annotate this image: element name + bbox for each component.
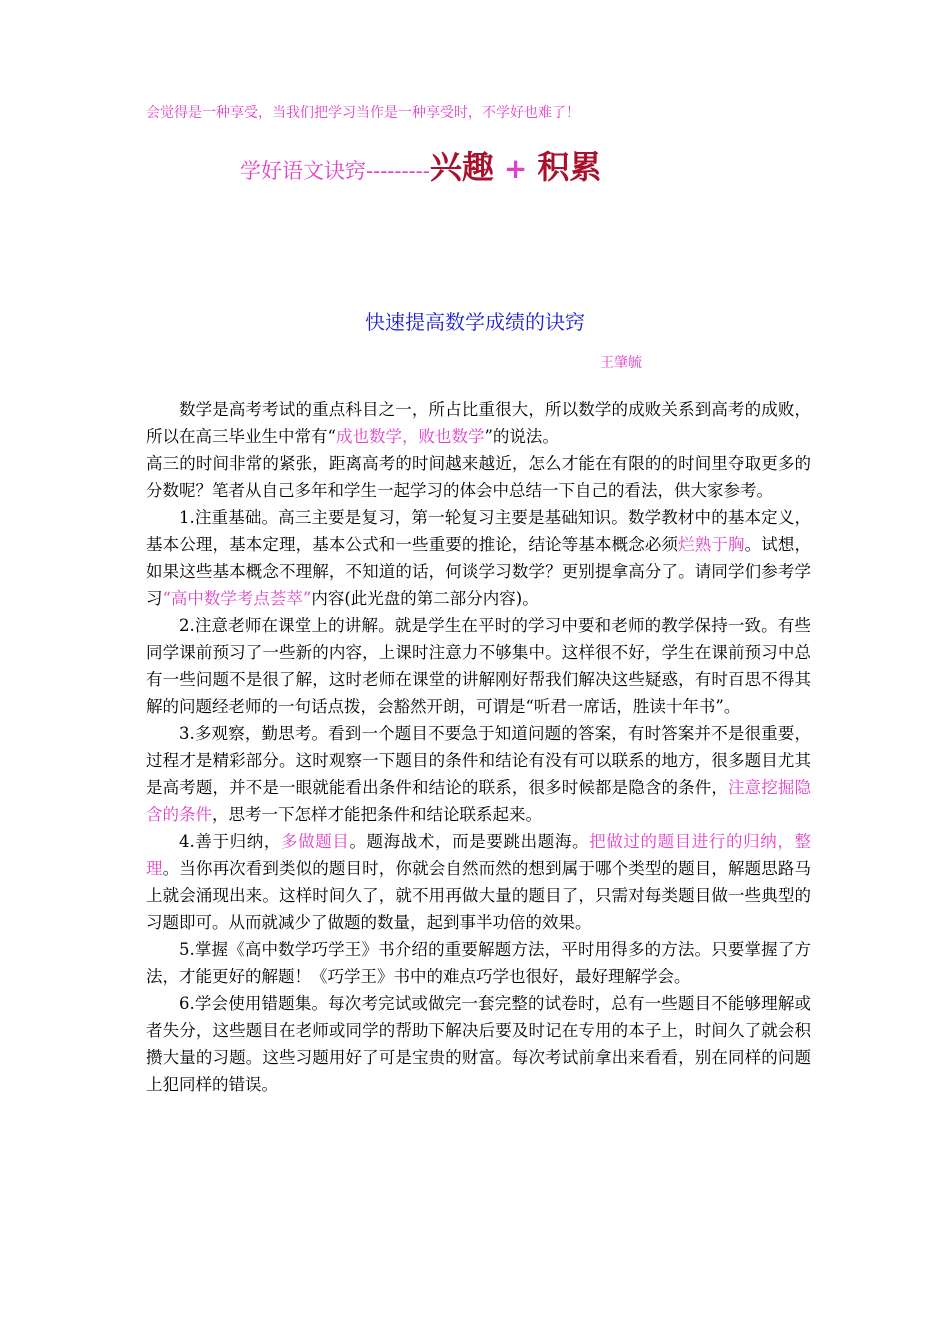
paragraph-2: 2.注意老师在课堂上的讲解。就是学生在平时的学习中要和老师的教学保持一致。有些同学课前预习了一些新的内容，上课时注意力不够集中。这样很不好，学生在课前预习中总有一些问题不是很了解，这时老师在课堂的讲解刚好帮我们解决这些疑惑，有时百思不得其解的问题经老师的一句话点拨，会豁然开朗，可谓是“听君一席话，胜读十年书”。 [146, 616, 811, 716]
text-run: 4.善于归纳， [179, 832, 281, 851]
text-run: ”的说法。 [484, 427, 559, 446]
highlight-text: 把做过的题目进行的归纳，整理 [146, 832, 812, 878]
highlight-text: 注意挖掘隐含的条件 [146, 778, 812, 824]
text-run: 数学是高考考试的重点科目之一，所占比重很大，所以数学的成败关系到高考的成败，所以在高三毕业生中常有“ [146, 400, 811, 446]
text-run: 1.注重基础。高三主要是复习，第一轮复习主要是基础知识。数学教材中的基本定义，基本公理，基本定理，基本公式和一些重要的推论，结论等基本概念必须 [146, 508, 811, 554]
paragraph-3 [146, 720, 811, 828]
highlight-text: 多做题目 [280, 832, 350, 851]
highlight-text: 成也数学，败也数学 [335, 427, 485, 446]
article-title: 快速提高数学成绩的诀窍 [365, 310, 585, 334]
article-author: 王肇毓 [600, 355, 642, 371]
highlight-text: “高中数学考点荟萃” [162, 589, 312, 608]
paragraph-intro [146, 396, 811, 450]
slogan-accumulate: 积累 [537, 148, 602, 186]
highlight-text: 烂熟于胸 [678, 535, 745, 554]
text-run: 。题海战术，而是要跳出题海。 [349, 832, 590, 851]
paragraph-4 [146, 828, 811, 936]
paragraph-6: 6.学会使用错题集。每次考完试或做完一套完整的试卷时，总有一些题目不能够理解或者失分，这些题目在老师或同学的帮助下解决后要及时记在专用的本子上，时间久了就会积攒大量的习题。这些习题用好了可是宝贵的财富。每次考试前拿出来看看，别在同样的问题上犯同样的错误。 [146, 994, 811, 1094]
slogan-interest: 兴趣 [429, 148, 494, 186]
text-run: 内容(此光盘的第二部分内容)。 [311, 589, 539, 608]
text-run: 。试想，如果这些基本概念不理解，不知道的话，何谈学习数学？更别提拿高分了。请同学们参考学习 [146, 535, 812, 608]
text-run: 3.多观察，勤思考。看到一个题目不要急于知道问题的答案，有时答案并不是很重要，过程才是精彩部分。这时观察一下题目的条件和结论有没有可以联系的地方，很多题目尤其是高考题，并不是一眼就能看出条件和结论的联系，很多时候都是隐含的条件， [146, 724, 811, 797]
text-run: ，思考一下怎样才能把条件和结论联系起来。 [212, 805, 542, 824]
slogan-plus: + [503, 152, 528, 185]
article-body [146, 396, 811, 1098]
paragraph-5: 5.掌握《高中数学巧学王》书介绍的重要解题方法，平时用得多的方法。只要掌握了方法，才能更好的解题！《巧学王》书中的难点巧学也很好，最好理解学会。 [146, 940, 811, 986]
slogan-lead: 学好语文诀窍--------- [240, 159, 430, 183]
header-note: 会觉得是一种享受，当我们把学习当作是一种享受时，不学好也难了！ [146, 105, 580, 121]
paragraph-intro-2: 高三的时间非常的紧张，距离高考的时间越来越近，怎么才能在有限的的时间里夺取更多的分数呢？笔者从自己多年和学生一起学习的体会中总结一下自己的看法，供大家参考。 [146, 454, 811, 500]
text-run: 。当你再次看到类似的题目时，你就会自然而然的想到属于哪个类型的题目，解题思路马上就会涌现出来。这样时间久了，就不用再做大量的题目了，只需对每类题目做一些典型的习题即可。从而就减少了做题的数量，起到事半功倍的效果。 [146, 859, 812, 932]
slogan [240, 142, 601, 188]
paragraph-1 [146, 504, 811, 612]
